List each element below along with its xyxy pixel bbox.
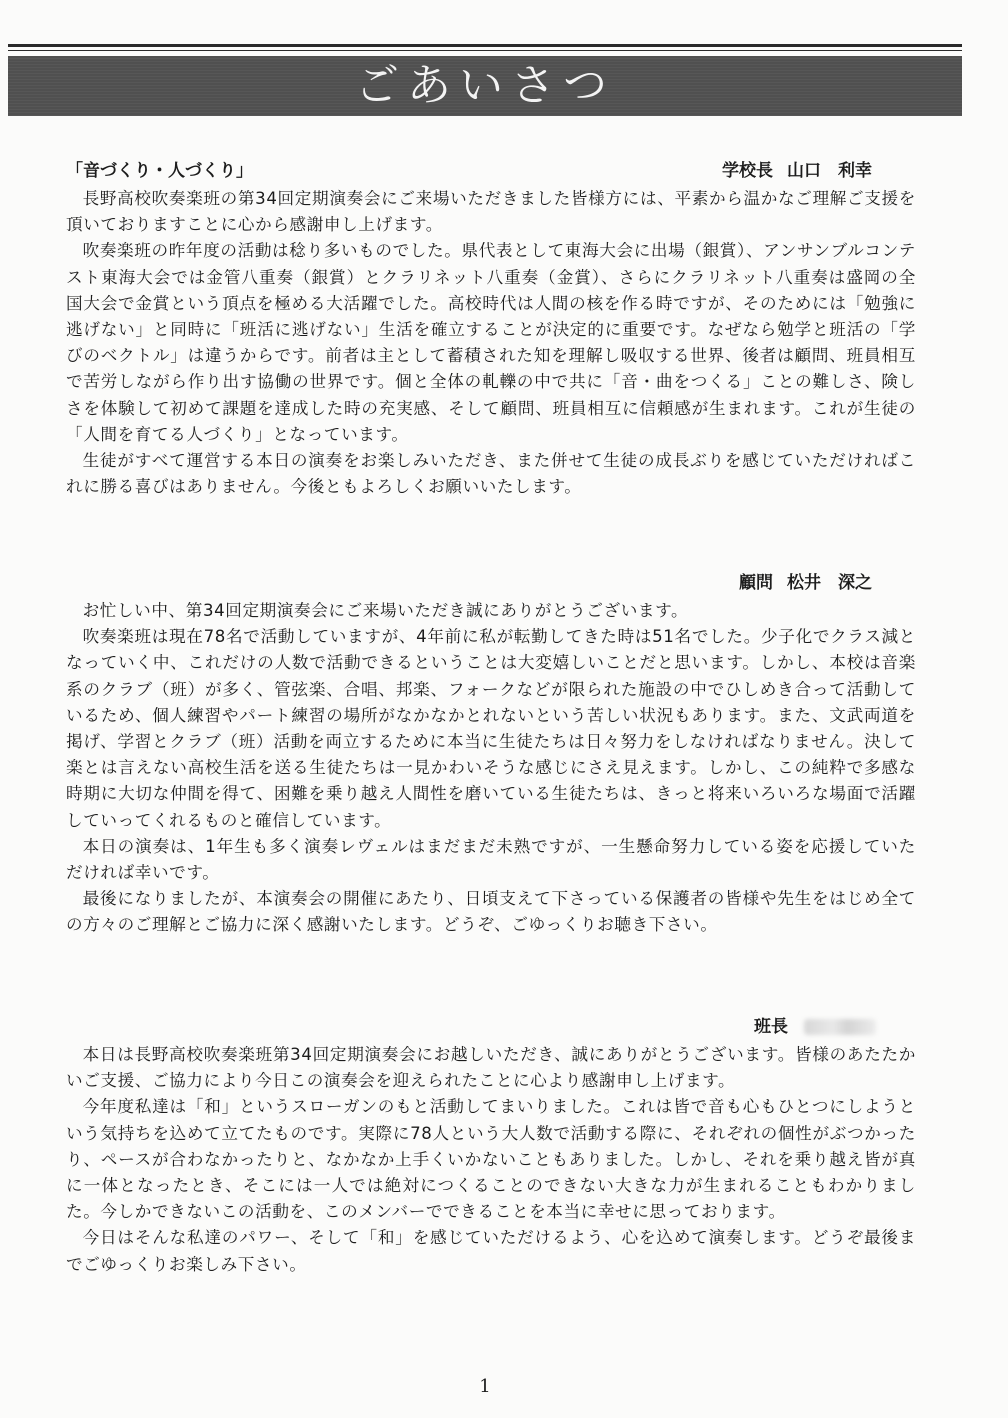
paragraph: 今日はそんな私達のパワー、そして「和」を感じていただけるよう、心を込めて演奏します。どうぞ最後までごゆっくりお楽しみ下さい。 bbox=[66, 1228, 916, 1274]
principal-greeting bbox=[66, 156, 916, 500]
paragraph: 最後になりましたが、本演奏会の開催にあたり、日頃支えて下さっている保護者の皆様や先生をはじめ全ての方々のご理解とご協力に深く感謝いたします。どうぞ、ごゆっくりお聴き下さい。 bbox=[66, 889, 916, 935]
section-body bbox=[66, 186, 916, 500]
paragraph: 今年度私達は「和」というスローガンのもと活動してまいりました。これは皆で音も心もひとつにしようという気持ちを込めて立てたものです。実際に78人という大人数で活動する際に、それぞれの個性がぶつかったり、ペースが合わなかったりと、なかなか上手くいかないこともありました。しかし、それを乗り越え皆が真に一体となったとき、そこには一人では絶対につくることのできない大きな力が生まれることもわかりました。今しかできないこの活動を、このメンバーでできることを本当に幸せに思っております。 bbox=[66, 1097, 916, 1222]
signer-name: 松井 深之 bbox=[787, 573, 872, 593]
top-rule-thin bbox=[8, 50, 962, 51]
advisor-greeting bbox=[66, 568, 916, 939]
signer-role: 顧問 bbox=[739, 573, 773, 593]
leader-greeting bbox=[66, 1012, 916, 1278]
title-banner bbox=[8, 56, 962, 116]
section-body bbox=[66, 598, 916, 939]
signer-role: 学校長 bbox=[722, 161, 773, 181]
top-rule bbox=[8, 44, 962, 47]
paragraph: 本日は長野高校吹奏楽班第34回定期演奏会にお越しいただき、誠にありがとうございます。皆様のあたたかいご支援、ご協力により今日この演奏会を迎えられたことに心より感謝申し上げます。 bbox=[66, 1045, 916, 1091]
signer bbox=[722, 156, 872, 186]
paragraph: 本日の演奏は、1年生も多く演奏レヴェルはまだまだ未熟ですが、一生懸命努力している姿を応援していただければ幸いです。 bbox=[66, 836, 916, 883]
paragraph: 長野高校吹奏楽班の第34回定期演奏会にご来場いただきました皆様方には、平素から温かなご理解ご支援を頂いておりますことに心から感謝申し上げます。 bbox=[66, 189, 916, 235]
signer bbox=[739, 568, 872, 598]
signer-name: 山口 利幸 bbox=[787, 161, 872, 181]
signer bbox=[754, 1012, 876, 1042]
section-heading: 「音づくり・人づくり」 bbox=[66, 161, 253, 181]
page-title: ごあいさつ bbox=[355, 60, 615, 111]
section-header bbox=[66, 568, 916, 598]
section-header bbox=[66, 1012, 916, 1042]
section-body bbox=[66, 1042, 916, 1278]
redacted-name bbox=[804, 1019, 876, 1035]
paragraph: お忙しい中、第34回定期演奏会にご来場いただき誠にありがとうございます。 bbox=[82, 601, 689, 620]
paragraph: 生徒がすべて運営する本日の演奏をお楽しみいただき、また併せて生徒の成長ぶりを感じていただければこれに勝る喜びはありません。今後ともよろしくお願いいたします。 bbox=[66, 451, 916, 497]
paragraph: 吹奏楽班は現在78名で活動していますが、4年前に私が転勤してきた時は51名でした。少子化でクラス減となっていく中、これだけの人数で活動できるということは大変嬉しいことだと思います。しかし、本校は音楽系のクラブ（班）が多く、管弦楽、合唱、邦楽、フォークなどが限られた施設の中でひしめき合って活動しているため、個人練習やパート練習の場所がなかなかとれないという苦しい状況もあります。また、文武両道を掲げ、学習とクラブ（班）活動を両立するために本当に生徒たちは日々努力をしなければなりません。決して楽とは言えない高校生活を送る生徒たちは一見かわいそうな感じにさえ見えます。しかし、この純粋で多感な時期に大切な仲間を得て、困難を乗り越え人間性を磨いている生徒たちは、きっと将来いろいろな場面で活躍していってくれるものと確信しています。 bbox=[66, 627, 916, 830]
page-number: 1 bbox=[479, 1376, 491, 1397]
signer-role: 班長 bbox=[754, 1017, 788, 1037]
paragraph: 吹奏楽班の昨年度の活動は稔り多いものでした。県代表として東海大会に出場（銀賞）、アンサンブルコンテスト東海大会では金管八重奏（銀賞）とクラリネット八重奏（金賞）、さらにクラリネット八重奏は盛岡の全国大会で金賞という頂点を極める大活躍でした。高校時代は人間の核を作る時ですが、そのためには「勉強に逃げない」と同時に「班活に逃げない」生活を確立することが決定的に重要です。なぜなら勉学と班活の「学びのベクトル」は違うからです。前者は主として蓄積された知を理解し吸収する世界、後者は顧問、班員相互で苦労しながら作り出す協働の世界です。個と全体の軋轢の中で共に「音・曲をつくる」ことの難しさ、険しさを体験して初めて課題を達成した時の充実感、そして顧問、班員相互に信頼感が生まれます。これが生徒の「人間を育てる人づくり」となっています。 bbox=[66, 241, 916, 444]
section-header bbox=[66, 156, 916, 186]
